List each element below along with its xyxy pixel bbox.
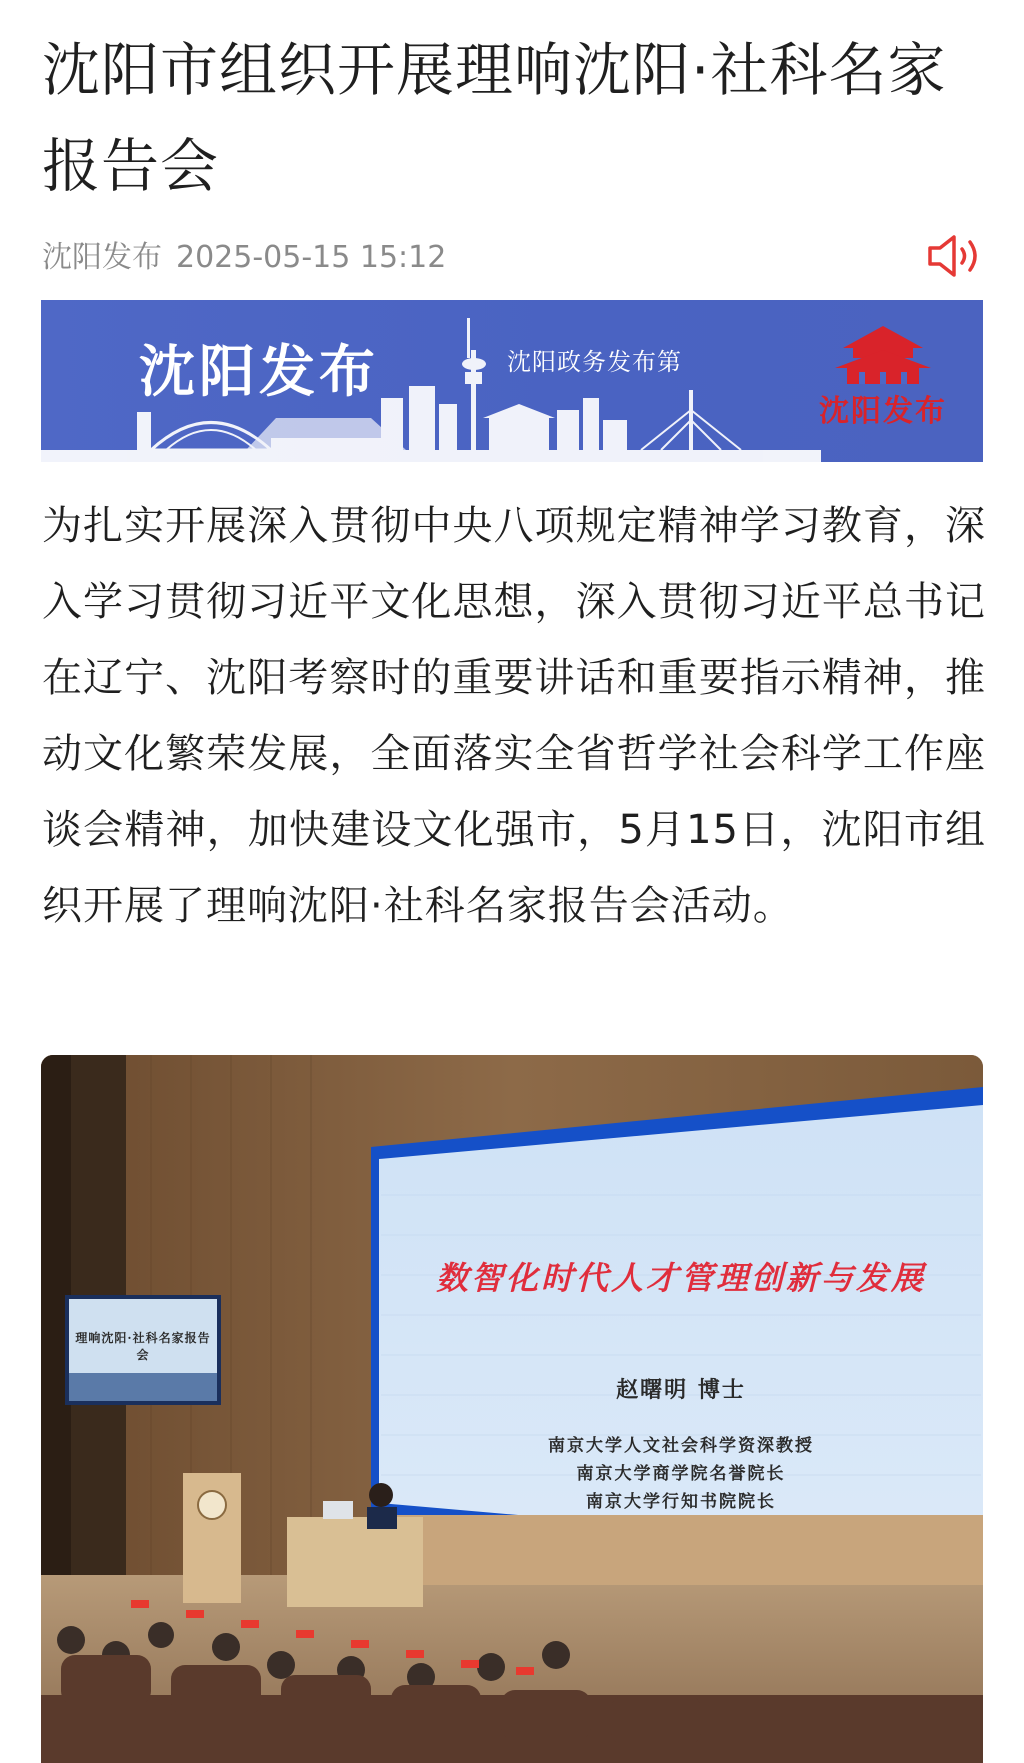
logo-text: 沈阳发布 (819, 394, 947, 429)
article-title: 沈阳市组织开展理响沈阳·社科名家报告会 (42, 36, 947, 200)
screen-speaker: 赵曙明 博士 (616, 1377, 746, 1403)
shenyang-fabu-logo (813, 318, 953, 448)
side-monitor (69, 1299, 217, 1373)
article-meta (42, 232, 446, 276)
event-photo[interactable] (41, 1055, 983, 1763)
banner-subtitle: 沈阳政务发布第 (507, 348, 682, 376)
screen-position-3: 南京大学行知书院院长 (586, 1492, 776, 1512)
screen-position-1: 南京大学人文社会科学资深教授 (548, 1436, 814, 1456)
projection-screen (379, 1105, 983, 1555)
banner-brand: 沈阳发布 (139, 339, 379, 405)
monitor-title: 理响沈阳·社科名家报告会 (75, 1331, 211, 1362)
article-source[interactable]: 沈阳发布 (42, 240, 162, 275)
palace-emblem (813, 318, 953, 388)
speaker-icon (926, 232, 984, 280)
read-aloud-button[interactable] (926, 232, 984, 280)
screen-title: 数智化时代人才管理创新与发展 (435, 1259, 926, 1297)
article-body: 为扎实开展深入贯彻中央八项规定精神学习教育，深入学习贯彻习近平文化思想，深入贯彻习近平总书记在辽宁、沈阳考察时的重要讲话和重要指示精神，推动文化繁荣发展，全面落实全省哲学社会科学工作座谈会精神，加快建设文化强市，5月15日，沈阳市组织开展了理响沈阳·社科名家报告会活动。 (42, 503, 986, 929)
banner-image (41, 300, 983, 462)
article-datetime: 2025-05-15 15:12 (176, 240, 447, 275)
screen-position-2: 南京大学商学院名誉院长 (576, 1464, 786, 1484)
skyline-graphic (41, 300, 821, 462)
